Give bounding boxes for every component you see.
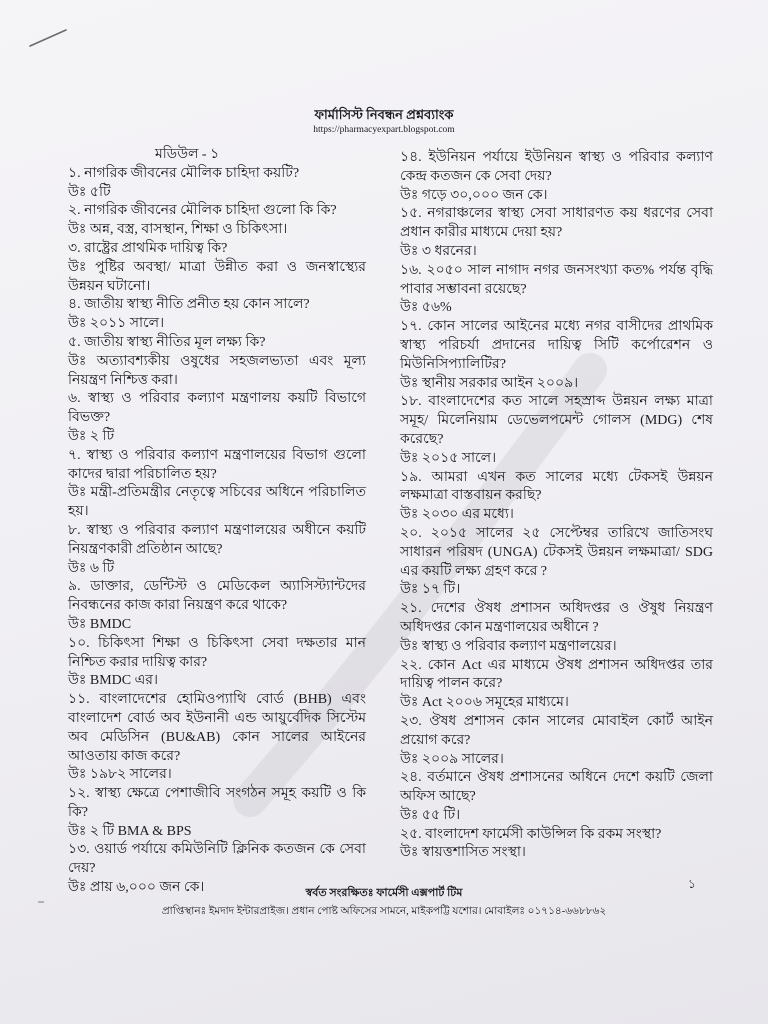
answer: উঃ পুষ্টির অবস্থা/ মাত্রা উন্নীত করা ও জনস্বাস্থ্যের উন্নয়ন ঘটানো। <box>68 259 366 294</box>
answer: উঃ ৫৬% <box>400 300 452 316</box>
answer: উঃ প্রায় ৬,০০০ জন কে। <box>68 880 205 896</box>
answer: উঃ অন্ন, বস্ত্র, বাসস্থান, শিক্ষা ও চিকিৎসা। <box>68 222 288 238</box>
document-title: ফার্মাসিস্ট নিবন্ধন প্রশ্নব্যাংক <box>314 107 454 122</box>
answer: উঃ ২০১৫ সালে। <box>400 450 497 466</box>
answer: উঃ স্বাস্থ্য ও পরিবার কল্যাণ মন্ত্রণালয়ের। <box>400 638 617 654</box>
answer: উঃ BMDC এর। <box>68 673 158 689</box>
answer: উঃ ৫টি <box>68 184 111 200</box>
question: ১৭. কোন সালের আইনের মধ্যে নগর বাসীদের প্রাথমিক স্বাস্থ্য পরিচর্যা প্রদানের দায়িত্ব সিটি কর্পোরেশন ও মিউনিসিপ্যালিটির? <box>400 319 713 372</box>
answer: উঃ স্থানীয় সরকার আইন ২০০৯। <box>400 375 579 391</box>
question: ২. নাগরিক জীবনের মৌলিক চাহিদা গুলো কি কি? <box>68 203 337 219</box>
question: ৬. স্বাস্থ্য ও পরিবার কল্যাণ মন্ত্রণালয় কয়টি বিভাগে বিভক্ত? <box>68 391 366 426</box>
question: ১. নাগরিক জীবনের মৌলিক চাহিদা কয়টি? <box>68 165 300 181</box>
copyright-line: স্বর্বত সংরক্ষিতঃ ফার্মেসী এক্সপার্ট টিম <box>305 887 463 899</box>
availability-address: প্রাপ্তিস্থানঃ ইমদাদ ইন্টারপ্রাইজ। প্রধান পোষ্ট অফিসের সামনে, মাইকপট্টি যশোর। মোবাইলঃ ০১৭১৪-৬৬৮৮৬২ <box>161 906 607 917</box>
question: ২৪. বর্তমানে ঔষধ প্রশাসনের অধিনে দেশে কয়টি জেলা অফিস আছে? <box>400 770 713 805</box>
answer: উঃ ১৯৮২ সালের। <box>68 767 172 783</box>
module-heading: মডিউল - ১ <box>155 147 220 162</box>
answer: উঃ স্বায়ত্তশাসিত সংস্থা। <box>400 845 526 861</box>
question: ৮. স্বাস্থ্য ও পরিবার কল্যাণ মন্ত্রণালয়ের অধীনে কয়টি নিয়ন্ত্রণকারী প্রতিষ্ঠান আছে? <box>68 522 366 557</box>
question: ২৩. ঔষধ প্রশাসন কোন সালের মোবাইল কোর্ট আইন প্রয়োগ করে? <box>400 713 713 748</box>
answer: উঃ ২০০৯ সালের। <box>400 751 504 767</box>
answer: উঃ BMDC <box>68 616 132 632</box>
question: ১৯. আমরা এখন কত সালের মধ্যে টেকসই উন্নয়ন লক্ষমাত্রা বাস্তবায়ন করছি? <box>400 469 713 504</box>
question: ১১. বাংলাদেশের হোমিওপ্যাথি বোর্ড (BHB) এবং বাংলাদেশ বোর্ড অব ইউনানী এন্ড আয়ুর্বেদিক সিস্টেম অব মেডিসিন (BU&AB) কোন সালের আইনের আওতায় কাজ করে? <box>68 692 366 764</box>
question: ৩. রাষ্ট্রের প্রাথমিক দায়িত্ব কি? <box>68 240 228 256</box>
page-number: ১ <box>688 877 696 891</box>
question: ১৬. ২০৫০ সাল নাগাদ নগর জনসংখ্যা কত% পর্যন্ত বৃদ্ধি পাবার সম্ভাবনা রয়েছে? <box>400 262 713 297</box>
question: ৪. জাতীয় স্বাস্থ্য নীতি প্রনীত হয় কোন সালে? <box>68 297 310 313</box>
answer: উঃ ৫৫ টি। <box>400 807 461 823</box>
question: ১২. স্বাস্থ্য ক্ষেত্রে পেশাজীবি সংগঠন সমূহ কয়টি ও কি কি? <box>68 786 366 820</box>
question: ৭. স্বাস্থ্য ও পরিবার কল্যাণ মন্ত্রণালয়ের বিভাগ গুলো কাদের দ্বারা পরিচালিত হয়? <box>68 447 366 482</box>
question: ২০. ২০১৫ সালের ২৫ সেপ্টেম্বর তারিখে জাতিসংঘ সাধারন পরিষদ (UNGA) টেকসই উন্নয়ন লক্ষমাত্রা/ SDG এর কয়টি লক্ষ্য গ্রহণ করে ? <box>400 525 713 579</box>
question: ২১. দেশের ঔষধ প্রশাসন অধিদপ্তর ও ঔষুধ নিয়ন্ত্রণ অধিদপ্তর কোন মন্ত্রণালয়ের অধীনে ? <box>400 601 713 635</box>
question: ১৮. বাংলাদেশের কত সালে সহস্রাব্দ উন্নয়ন লক্ষ্য মাত্রা সমূহ/ মিলেনিয়াম ডেভেলপমেন্ট গোলস (MDG) শেষ করেছে? <box>400 394 713 447</box>
question: ২৫. বাংলাদেশ ফার্মেসী কাউন্সিল কি রকম সংস্থা? <box>400 826 662 842</box>
answer: উঃ অত্যাবশ্যকীয় ওষুধের সহজলভ্যতা এবং মূল্য নিয়ন্ত্রণ নিশ্চিত্ত করা। <box>68 353 366 388</box>
answer: উঃ Act ২০০৬ সমূহের মাধ্যমে। <box>400 695 569 711</box>
answer: উঃ মন্ত্রী-প্রতিমন্ত্রীর নেতৃত্বে সচিবের অধিনে পরিচালিত হয়। <box>68 485 366 520</box>
question: ৫. জাতীয় স্বাস্থ্য নীতির মূল লক্ষ্য কি? <box>68 334 266 350</box>
question: ৯. ডাক্তার, ডেন্টিস্ট ও মেডিকেল অ্যাসিস্ট্যান্টদের নিবন্ধনের কাজ কারা নিয়ন্ত্রণ করে থাকে? <box>68 579 366 614</box>
right-column <box>400 149 713 863</box>
pen-mark <box>30 30 66 46</box>
answer: উঃ গড়ে ৩০,০০০ জন কে। <box>400 187 548 203</box>
question: ১৫. নগরাঞ্চলের স্বাস্থ্য সেবা সাধারণত কয় ধরণের সেবা প্রধান কারীর মাধ্যমে দেয়া হয়? <box>400 206 713 241</box>
left-column <box>68 146 366 898</box>
answer: উঃ ২ টি <box>68 428 115 444</box>
question: ১৩. ওয়ার্ড পর্যায়ে কমিউনিটি ক্লিনিক কতজন কে সেবা দেয়? <box>68 842 366 877</box>
answer: উঃ ৩ ধরনের। <box>400 243 477 259</box>
question: ১০. চিকিৎসা শিক্ষা ও চিকিৎসা সেবা দক্ষতার মান নিশ্চিত করার দায়িত্ব কার? <box>68 635 366 670</box>
blog-url: https://pharmacyexpart.blogspot.com <box>313 125 455 135</box>
question: ১৪. ইউনিয়ন পর্যায়ে ইউনিয়ন স্বাস্থ্য ও পরিবার কল্যাণ কেন্দ্র কতজন কে সেবা দেয়? <box>400 150 713 184</box>
answer: উঃ ২০১১ সালে। <box>68 316 165 332</box>
answer: উঃ ২০৩০ এর মধ্যে। <box>400 507 514 523</box>
answer: উঃ ৬ টি <box>68 560 115 576</box>
answer: উঃ ১৭ টি। <box>400 582 461 598</box>
question: ২২. কোন Act এর মাধ্যমে ঔষধ প্রশাসন অধিদপ্তর তার দায়িত্ব পালন করে? <box>400 657 713 692</box>
answer: উঃ ২ টি BMA & BPS <box>68 823 192 839</box>
